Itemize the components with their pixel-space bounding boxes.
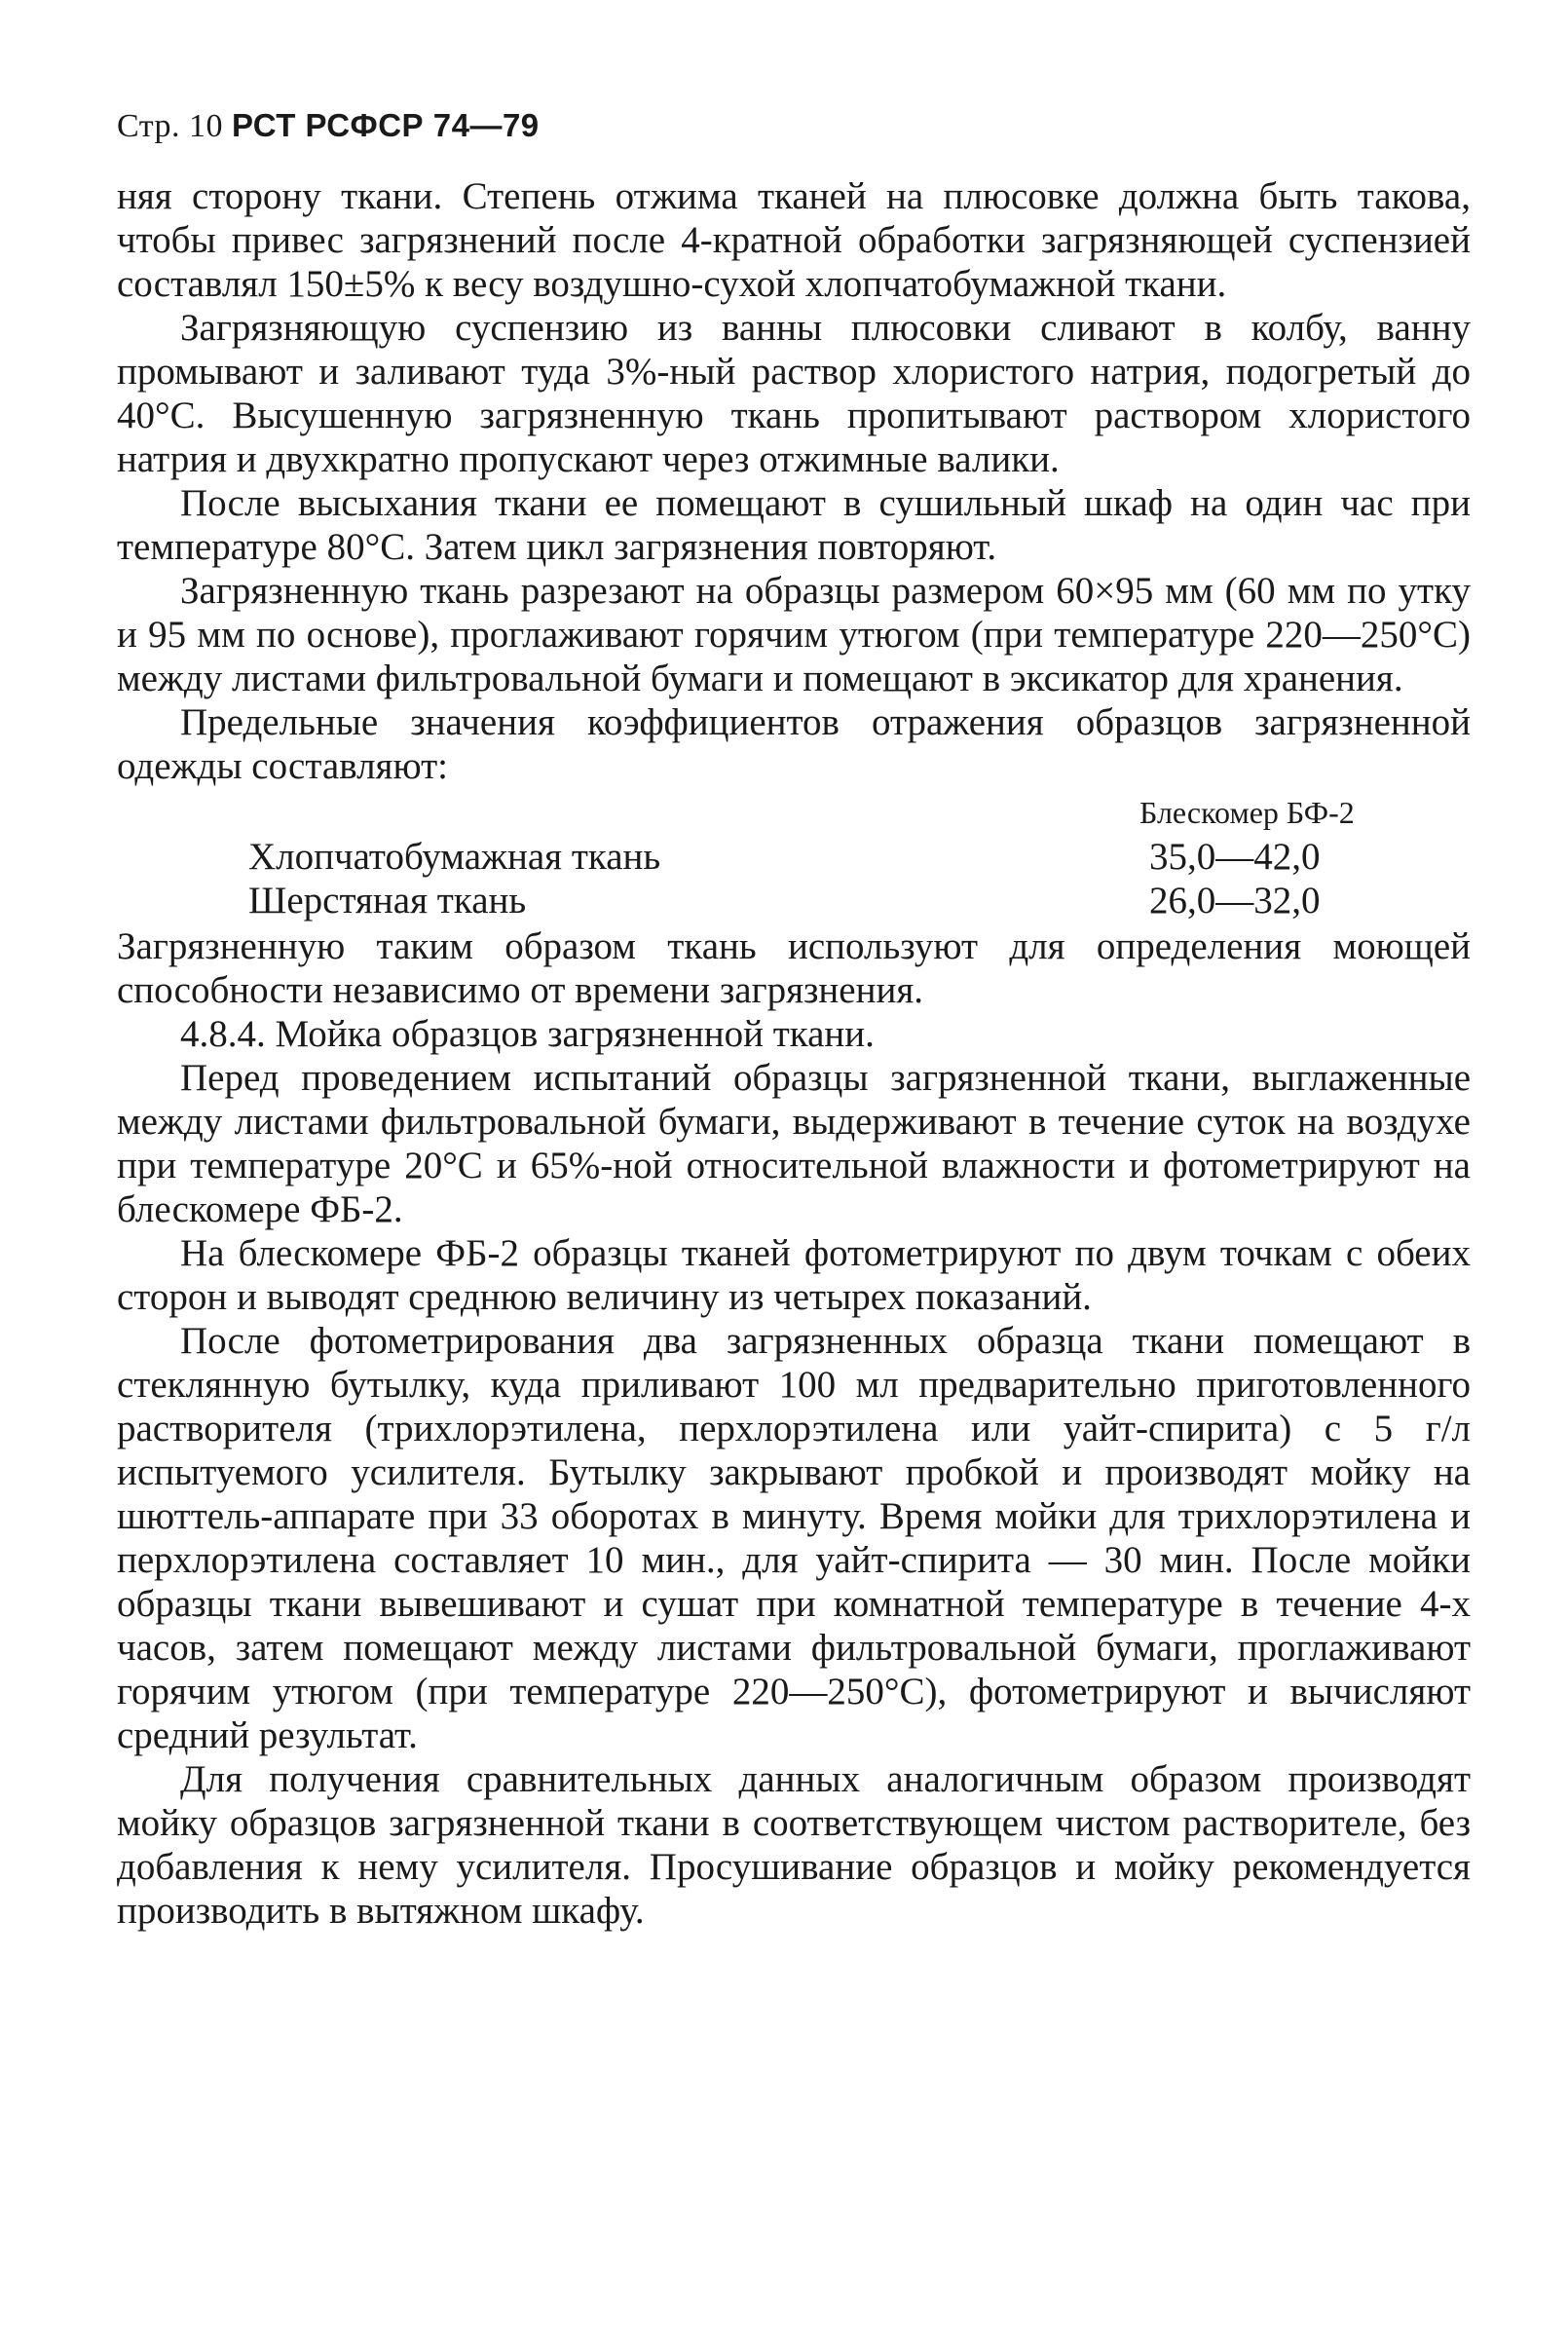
paragraph-8: Перед проведением испытаний образцы загрязненной ткани, выглаженные между листами фильтровальной бумаги, выдерживают в течение суток на воздухе при температуре 20°С и 65%-ной относительной влажности и фотометрируют на блескомере ФБ-2. [117,1057,1471,1230]
paragraph-1: няя сторону ткани. Степень отжима тканей на плюсовке должна быть такова, чтобы привес загрязнений после 4-кратной обработки загрязняющей суспензией составлял 150±5% к весу воздушно-сухой хлопчатобумажной ткани. [117,175,1471,305]
reflection-table [117,790,1471,922]
paragraph-3: После высыхания ткани ее помещают в сушильный шкаф на один час при температуре 80°С. Затем цикл загрязнения повторяют. [117,482,1471,568]
page-header [117,107,1471,145]
page-number: Стр. 10 [117,108,224,144]
table-cell-name: Хлопчатобумажная ткань [248,836,661,878]
paragraph-6: Загрязненную таким образом ткань используют для определения моющей способности независимо от времени загрязнения. [117,925,1471,1011]
table-cell-name: Шерстяная ткань [248,880,527,922]
paragraph-11: Для получения сравнительных данных аналогичным образом производят мойку образцов загрязненной ткани в соответствующем чистом растворителе, без добавления к нему усилителя. Просушивание образцов и мойку рекомендуется производить в вытяжном шкафу. [117,1758,1471,1932]
table-row [117,835,1471,879]
table-cell-value: 35,0—42,0 [1149,836,1321,878]
paragraph-4: Загрязненную ткань разрезают на образцы размером 60×95 мм (60 мм по утку и 95 мм по основе), проглаживают горячим утюгом (при температуре 220—250°С) между листами фильтровальной бумаги и помещают в эксикатор для хранения. [117,570,1471,699]
paragraph-9: На блескомере ФБ-2 образцы тканей фотометрируют по двум точкам с обеих сторон и выводят среднюю величину из четырех показаний. [117,1232,1471,1318]
paragraph-10: После фотометрирования два загрязненных образца ткани помещают в стеклянную бутылку, куда приливают 100 мл предварительно приготовленного растворителя (трихлорэтилена, перхлорэтилена или уайт-спирита) с 5 г/л испытуемого усилителя. Бутылку закрывают пробкой и производят мойку на шюттель-аппарате при 33 оборотах в минуту. Время мойки для трихлорэтилена и перхлорэтилена составляет 10 мин., для уайт-спирита — 30 мин. После мойки образцы ткани вывешивают и сушат при комнатной температуре в течение 4-х часов, затем помещают между листами фильтровальной бумаги, проглаживают горячим утюгом (при температуре 220—250°С), фотометрируют и вычисляют средний результат. [117,1320,1471,1756]
paragraph-2: Загрязняющую суспензию из ванны плюсовки сливают в колбу, ванну промывают и заливают туда 3%-ный раствор хлористого натрия, подогретый до 40°С. Высушенную загрязненную ткань пропитывают раствором хлористого натрия и двухкратно пропускают через отжимные валики. [117,307,1471,480]
paragraph-5: Предельные значения коэффициентов отражения образцов загрязненной одежды составляют: [117,701,1471,787]
table-cell-value: 26,0—32,0 [1149,880,1321,922]
table-row [117,879,1471,922]
section-heading: 4.8.4. Мойка образцов загрязненной ткани. [180,1013,875,1055]
standard-code: РСТ РСФСР 74—79 [232,107,540,143]
table-column-header: Блескомер БФ-2 [1139,795,1355,830]
document-page [117,107,1471,1933]
